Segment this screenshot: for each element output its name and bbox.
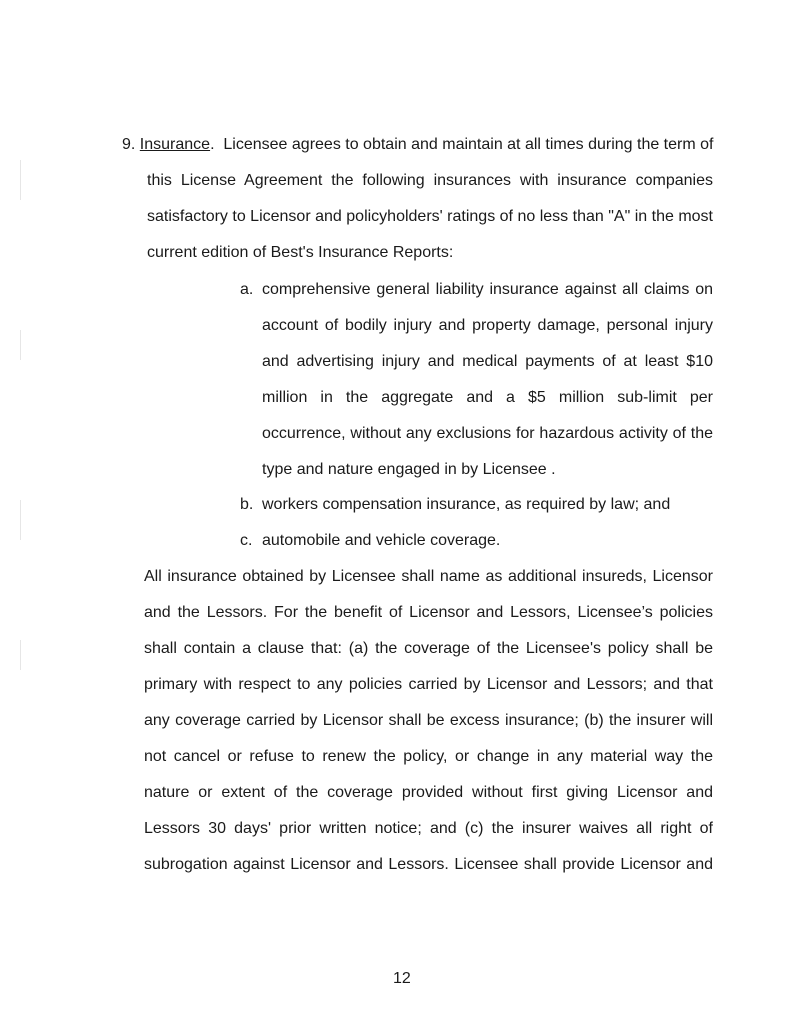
paragraph-line: All insurance obtained by Licensee shall name as additional insureds, Licensor <box>144 568 713 585</box>
scan-artifact <box>20 160 21 200</box>
scan-artifact <box>20 500 21 540</box>
list-item-line: automobile and vehicle coverage. <box>262 532 501 549</box>
paragraph-line: and the Lessors. For the benefit of Licensor and Lessors, Licensee’s policies <box>144 604 713 621</box>
intro-line: this License Agreement the following insurances with insurance companies <box>147 172 713 189</box>
paragraph-line: any coverage carried by Licensor shall be excess insurance; (b) the insurer will <box>144 712 713 729</box>
list-item-line: account of bodily injury and property damage, personal injury <box>262 317 713 334</box>
paragraph-line: shall contain a clause that: (a) the coverage of the Licensee's policy shall be <box>144 640 713 657</box>
scan-artifact <box>20 330 21 360</box>
section-heading: Insurance <box>139 136 211 153</box>
list-item-line: comprehensive general liability insurance against all claims on <box>262 281 713 298</box>
section-number: 9. <box>122 136 136 153</box>
list-marker: a. <box>240 281 254 298</box>
paragraph-line: nature or extent of the coverage provided without first giving Licensor and <box>144 784 713 801</box>
paragraph-line: Lessors 30 days' prior written notice; and (c) the insurer waives all right of <box>144 820 713 837</box>
list-marker: c. <box>240 532 253 549</box>
scan-artifact <box>20 640 21 670</box>
list-item-line: workers compensation insurance, as required by law; and <box>262 496 671 513</box>
list-item-line: and advertising injury and medical payments of at least $10 <box>262 353 713 370</box>
intro-line: Licensee agrees to obtain and maintain at all times during the term of <box>223 136 714 153</box>
list-item-line: million in the aggregate and a $5 million sub-limit per <box>262 389 713 406</box>
list-item-line: occurrence, without any exclusions for hazardous activity of the <box>262 425 713 442</box>
intro-line: satisfactory to Licensor and policyholders' ratings of no less than "A" in the most <box>147 208 713 225</box>
page-number: 12 <box>393 970 411 987</box>
list-marker: b. <box>240 496 254 513</box>
section-heading-suffix: . <box>210 136 215 153</box>
paragraph-line: not cancel or refuse to renew the policy, or change in any material way the <box>144 748 713 765</box>
section-heading-line <box>122 135 713 155</box>
intro-line: current edition of Best's Insurance Reports: <box>147 244 454 261</box>
list-item-line: type and nature engaged in by Licensee . <box>262 461 556 478</box>
paragraph-line: subrogation against Licensor and Lessors. Licensee shall provide Licensor and <box>144 856 713 873</box>
paragraph-line: primary with respect to any policies carried by Licensor and Lessors; and that <box>144 676 713 693</box>
